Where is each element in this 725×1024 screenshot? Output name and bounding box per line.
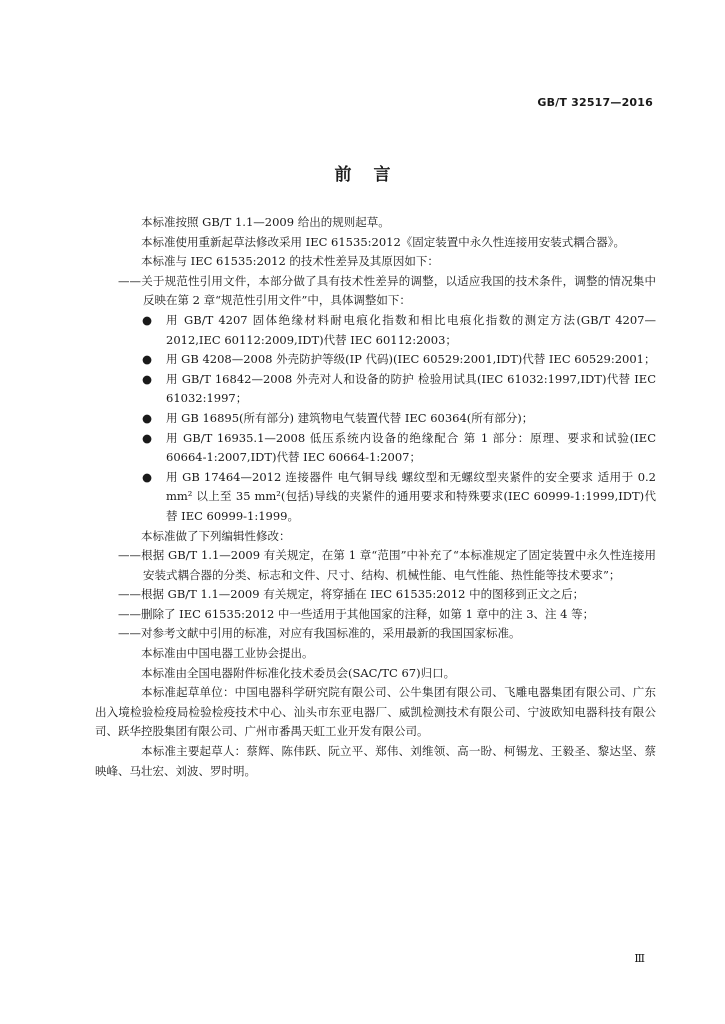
bullet-icon: ● bbox=[142, 430, 153, 445]
list-item bbox=[118, 409, 656, 429]
paragraph: 本标准按照 GB/T 1.1—2009 给出的规则起草。 bbox=[141, 215, 390, 229]
standard-code: GB/T 32517—2016 bbox=[537, 96, 653, 109]
list-item-text: 用 GB/T 16935.1—2008 低压系统内设备的绝缘配合 第 1 部分：原理、要求和试验(IEC 60664-1:2007,IDT)代替 IEC 60664-1:2007； bbox=[166, 430, 656, 465]
dash-item: ——删除了 IEC 61535:2012 中一些适用于其他国家的注释，如第 1 章中的注 3、注 4 等； bbox=[118, 606, 595, 621]
page-title: 前言 bbox=[334, 165, 413, 185]
dash-item: ——根据 GB/T 1.1—2009 有关规定，将穿插在 IEC 61535:2012 中的图移到正文之后； bbox=[118, 587, 585, 602]
dash-item: ——关于规范性引用文件，本部分做了具有技术性差异的调整，以适应我国的技术条件，调整的情况集中反映在第 2 章“规范性引用文件”中，具体调整如下： bbox=[118, 273, 656, 308]
page-number: Ⅲ bbox=[634, 952, 645, 965]
paragraph: 本标准由中国电器工业协会提出。 bbox=[141, 646, 314, 661]
list-item bbox=[118, 429, 656, 468]
list-item bbox=[118, 350, 656, 370]
bullet-icon: ● bbox=[142, 410, 153, 425]
paragraph: 本标准使用重新起草法修改采用 IEC 61535:2012《固定装置中永久性连接用安装式耦合器》。 bbox=[141, 234, 626, 249]
paragraph: 本标准与 IEC 61535:2012 的技术性差异及其原因如下： bbox=[141, 254, 439, 269]
list-item-text: 用 GB 16895(所有部分) 建筑物电气装置代替 IEC 60364(所有部分)； bbox=[166, 410, 534, 425]
document-body bbox=[95, 213, 656, 781]
list-item-text: 用 GB/T 4207 固体绝缘材料耐电痕化指数和相比电痕化指数的测定方法(GB/T 4207—2012,IEC 60112:2009,IDT)代替 IEC 60112:2003； bbox=[166, 312, 656, 347]
list-item bbox=[118, 370, 656, 409]
bullet-icon: ● bbox=[142, 469, 153, 484]
bullet-icon: ● bbox=[142, 352, 153, 367]
bullet-icon: ● bbox=[142, 371, 153, 386]
paragraph: 本标准由全国电器附件标准化技术委员会(SAC/TC 67)归口。 bbox=[141, 665, 456, 680]
bullet-icon: ● bbox=[142, 312, 153, 327]
list-item-text: 用 GB/T 16842—2008 外壳对人和设备的防护 检验用试具(IEC 61032:1997,IDT)代替 IEC 61032:1997； bbox=[166, 371, 656, 406]
list-item bbox=[118, 468, 656, 527]
dash-item: ——对参考文献中引用的标准，对应有我国标准的，采用最新的我国国家标准。 bbox=[118, 626, 521, 641]
dash-item: ——根据 GB/T 1.1—2009 有关规定，在第 1 章“范围”中补充了“本标准规定了固定装置中永久性连接用安装式耦合器的分类、标志和文件、尺寸、结构、机械性能、电气性能、热性能等技术要求”； bbox=[118, 548, 656, 582]
list-item bbox=[118, 311, 656, 350]
bullet-list bbox=[118, 311, 656, 527]
paragraph: 本标准主要起草人：蔡辉、陈伟跃、阮立平、郑伟、刘维领、高一盼、柯锡龙、王毅圣、黎达坚、蔡映峰、马壮宏、刘波、罗时明。 bbox=[95, 744, 656, 778]
list-item-text: 用 GB 4208—2008 外壳防护等级(IP 代码)(IEC 60529:2001,IDT)代替 IEC 60529:2001； bbox=[166, 352, 656, 367]
paragraph: 本标准做了下列编辑性修改： bbox=[141, 528, 291, 543]
paragraph: 本标准起草单位：中国电器科学研究院有限公司、公牛集团有限公司、飞雕电器集团有限公司、广东出入境检验检疫局检验检疫技术中心、汕头市东亚电器厂、威凯检测技术有限公司、宁波欧知电器科技有限公司、跃华控股集团有限公司、广州市番禺天虹工业开发有限公司。 bbox=[95, 685, 656, 739]
list-item-text: 用 GB 17464—2012 连接器件 电气铜导线 螺纹型和无螺纹型夹紧件的安全要求 适用于 0.2 mm² 以上至 35 mm²(包括)导线的夹紧件的通用要求和特殊要求(IEC 60999-1:1999,IDT)代替 IEC 60999-1:1999。 bbox=[166, 469, 656, 523]
